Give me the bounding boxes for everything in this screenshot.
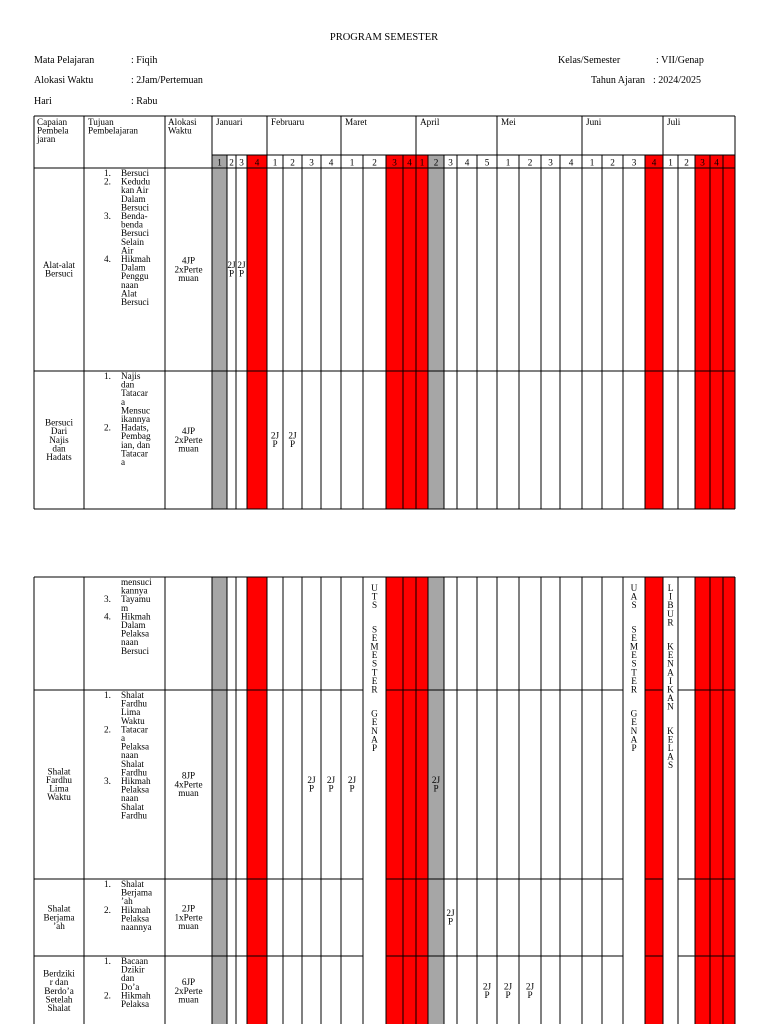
schedule-mark: P xyxy=(238,268,245,279)
vertical-label-char: K xyxy=(667,725,674,736)
tujuan-text: Bersuci xyxy=(121,168,150,178)
header-week-number: 2 xyxy=(372,157,377,168)
vertical-label-char: R xyxy=(667,617,674,628)
tujuan-text: Berjama xyxy=(121,887,153,898)
vertical-label-char: N xyxy=(630,725,638,736)
tujuan-text: Fardhu xyxy=(121,767,148,778)
tujuan-text: a xyxy=(121,733,126,743)
header-week-number: 2 xyxy=(527,157,533,168)
header-week-number: 3 xyxy=(392,157,397,168)
tujuan-number: 1. xyxy=(104,371,111,381)
vertical-label-char: S xyxy=(631,624,637,635)
tujuan-text: a xyxy=(121,396,126,407)
vertical-label-char: T xyxy=(631,667,637,678)
schedule-mark: P xyxy=(527,990,533,1001)
tujuan-text: Tayamu xyxy=(121,594,151,605)
vertical-label-char: S xyxy=(371,600,378,611)
capaian-text: Hadats xyxy=(46,452,72,462)
header-capaian: jaran xyxy=(37,134,56,145)
header-week-number: 4 xyxy=(407,157,412,168)
header-week-number: 2 xyxy=(433,157,439,168)
capaian-text: Setelah xyxy=(45,994,73,1005)
tujuan-text: naannya xyxy=(121,922,152,932)
schedule-mark: P xyxy=(349,783,355,794)
vertical-label-char: B xyxy=(667,600,674,611)
tujuan-text: Do’a xyxy=(121,981,140,992)
capaian-text: Berdziki xyxy=(43,968,75,979)
tujuan-text: Hikmah xyxy=(121,990,151,1001)
capaian-text: Najis xyxy=(49,434,69,445)
tujuan-text: mensuci xyxy=(121,577,152,587)
header-month: April xyxy=(420,117,440,127)
schedule-mark: 2J xyxy=(347,775,357,785)
vertical-label-char: L xyxy=(667,583,674,593)
header-week-number: 3 xyxy=(239,157,244,168)
tujuan-text: naan xyxy=(121,637,139,648)
header-week-number: 1 xyxy=(589,157,595,168)
tujuan-number: 2. xyxy=(104,990,111,1001)
tujuan-text: ’ah xyxy=(121,896,133,907)
header-month: Juli xyxy=(667,117,681,127)
capaian-text: Alat-alat xyxy=(42,260,76,270)
tujuan-number: 1. xyxy=(104,879,111,889)
holiday-week-cell xyxy=(710,577,723,1024)
vertical-label-char: T xyxy=(371,591,378,602)
holiday-week-cell xyxy=(723,577,735,1024)
tujuan-text: a xyxy=(121,457,126,467)
holiday-week-cell xyxy=(645,577,663,1024)
tujuan-text: kan Air xyxy=(121,185,149,196)
header-week-number: 4 xyxy=(464,157,470,168)
hari-value: : Rabu xyxy=(131,96,158,107)
tujuan-number: 3. xyxy=(104,776,111,786)
tujuan-text: ikannya xyxy=(121,414,151,424)
vertical-label-char: U xyxy=(630,583,638,593)
tujuan-text: Najis xyxy=(121,371,141,381)
vertical-label-char: E xyxy=(371,632,378,643)
vertical-label-char: R xyxy=(630,684,638,695)
holiday-week-cell xyxy=(645,155,663,509)
header-tujuan: Tujuan xyxy=(88,117,114,127)
schedule-mark: P xyxy=(308,783,315,794)
holiday-week-cell xyxy=(247,155,267,509)
header-week-number: 3 xyxy=(700,157,705,168)
hari-label: Hari xyxy=(34,96,52,107)
alokasi-text: muan xyxy=(178,920,199,931)
vertical-label-char: R xyxy=(371,684,378,695)
capaian-text: Dari xyxy=(50,426,68,437)
tujuan-number: 4. xyxy=(104,611,111,622)
tujuan-text: dan xyxy=(121,379,135,390)
tujuan-text: Pelaksa xyxy=(121,913,150,924)
header-week-number: 2 xyxy=(684,157,689,168)
alokasi-text: muan xyxy=(178,787,199,798)
tujuan-text: Shalat xyxy=(121,879,144,889)
schedule-mark: 2J xyxy=(482,981,492,992)
header-week-number: 4 xyxy=(328,157,334,168)
header-week-number: 4 xyxy=(254,157,260,168)
tujuan-text: Bersuci xyxy=(121,228,150,239)
table-page-2 xyxy=(34,577,735,1024)
schedule-mark: 2J xyxy=(227,260,236,270)
capaian-text: Lima xyxy=(49,783,69,794)
vertical-label-char: A xyxy=(667,693,674,704)
vertical-label-char: N xyxy=(371,725,378,736)
vertical-label-char: S xyxy=(667,760,674,771)
tujuan-text: Alat xyxy=(121,288,137,299)
header-alokasi: Alokasi xyxy=(168,117,197,127)
table-page-1 xyxy=(34,116,735,509)
schedule-mark: P xyxy=(505,990,511,1001)
kelas-value: : VII/Genap xyxy=(656,55,704,66)
tujuan-text: Tatacar xyxy=(121,724,148,735)
schedule-mark: 2J xyxy=(446,908,455,918)
vertical-label-char: K xyxy=(667,684,674,695)
header-week-number: 4 xyxy=(651,157,657,168)
header-week-number: 3 xyxy=(631,157,637,168)
capaian-text: dan xyxy=(52,443,66,454)
vertical-label-char: E xyxy=(371,675,378,686)
vertical-label-char: E xyxy=(631,632,637,643)
tujuan-text: Shalat xyxy=(121,758,144,769)
vertical-label-char: P xyxy=(371,742,378,753)
vertical-label-char: I xyxy=(668,675,673,686)
alokasi-text: 2xPerte xyxy=(174,264,203,275)
holiday-week-cell xyxy=(386,155,403,509)
tujuan-text: Tatacar xyxy=(121,388,148,399)
tahun-label: Tahun Ajaran xyxy=(591,75,646,86)
header-week-number: 1 xyxy=(349,157,355,168)
holiday-week-cell xyxy=(247,577,267,1024)
tujuan-text: Pelaksa xyxy=(121,741,150,752)
holiday-week-cell xyxy=(403,577,416,1024)
vertical-label-char: E xyxy=(631,675,637,686)
alokasi-value: : 2Jam/Pertemuan xyxy=(131,75,203,86)
capaian-text: Fardhu xyxy=(45,775,73,785)
vertical-label-char: U xyxy=(371,583,378,593)
tujuan-text: Bersuci xyxy=(121,202,150,213)
tujuan-text: naan xyxy=(121,279,139,290)
vertical-label-char: N xyxy=(667,701,674,712)
holiday-week-cell xyxy=(695,155,710,509)
tujuan-text: Air xyxy=(121,245,134,256)
tujuan-text: Hikmah xyxy=(121,904,151,915)
tujuan-text: Shalat xyxy=(121,801,144,812)
vertical-label-char: E xyxy=(371,650,378,661)
capaian-text: ’ah xyxy=(53,920,65,931)
blocked-week-cell xyxy=(212,155,227,509)
schedule-mark: P xyxy=(272,439,278,450)
tujuan-text: Dalam xyxy=(121,620,146,630)
blocked-week-cell xyxy=(428,155,444,509)
vertical-label-char: A xyxy=(667,751,674,762)
tujuan-text: Pembag xyxy=(121,431,151,442)
capaian-text: r dan xyxy=(49,977,69,988)
blocked-week-cell xyxy=(212,577,227,1024)
capaian-text: Shalat xyxy=(47,1003,71,1013)
capaian-text: Waktu xyxy=(47,792,71,803)
blocked-week-cell xyxy=(428,577,444,1024)
vertical-label-char: A xyxy=(630,591,638,602)
tujuan-number: 4. xyxy=(104,254,111,264)
mapel-value: : Fiqih xyxy=(131,55,158,66)
tujuan-number: 3. xyxy=(104,211,111,221)
header-week-number: 1 xyxy=(668,157,673,168)
schedule-mark: P xyxy=(289,439,296,450)
header-week-number: 2 xyxy=(229,157,234,168)
holiday-week-cell xyxy=(710,155,723,509)
header-week-number: 5 xyxy=(484,157,490,168)
alokasi-text: muan xyxy=(178,272,199,283)
vertical-label-char: S xyxy=(371,624,378,635)
tujuan-text: Dzikir xyxy=(121,964,145,975)
tujuan-text: Bersuci xyxy=(121,645,150,656)
schedule-mark: 2J xyxy=(525,981,535,992)
tujuan-text: Tatacar xyxy=(121,448,148,459)
vertical-label-char: A xyxy=(667,667,674,678)
alokasi-text: 2JP xyxy=(181,903,196,914)
alokasi-text: 4JP xyxy=(181,255,196,266)
tujuan-text: Hikmah xyxy=(121,611,151,622)
tujuan-text: Fardhu xyxy=(121,698,148,709)
schedule-mark: P xyxy=(484,990,490,1001)
capaian-text: Berjama xyxy=(43,912,75,923)
header-month: Januari xyxy=(216,117,243,127)
header-week-number: 2 xyxy=(610,157,615,168)
vertical-label-char: S xyxy=(371,658,378,669)
holiday-week-cell xyxy=(695,577,710,1024)
header-month: Juni xyxy=(586,117,602,127)
tujuan-number: 1. xyxy=(104,168,111,178)
tujuan-text: naan xyxy=(121,793,139,804)
kelas-label: Kelas/Semester xyxy=(558,55,621,66)
vertical-label-char: S xyxy=(631,658,637,669)
capaian-text: Shalat xyxy=(47,766,71,777)
tujuan-text: Benda- xyxy=(121,211,148,221)
tujuan-text: Penggu xyxy=(121,271,149,282)
header-week-number: 1 xyxy=(419,157,425,168)
schedule-mark: P xyxy=(228,268,235,279)
schedule-mark: 2J xyxy=(431,775,441,785)
tujuan-number: 2. xyxy=(104,904,111,915)
header-month: Mei xyxy=(501,117,516,127)
tujuan-number: 1. xyxy=(104,690,111,700)
tujuan-text: Bacaan xyxy=(121,956,149,966)
tujuan-text: ian, dan xyxy=(121,439,151,450)
vertical-label-char: G xyxy=(371,708,378,719)
schedule-mark: 2J xyxy=(307,775,316,785)
tujuan-number: 2. xyxy=(104,422,111,433)
vertical-label-char: E xyxy=(631,717,637,728)
vertical-label-char: N xyxy=(667,658,674,669)
alokasi-text: 2xPerte xyxy=(174,434,203,445)
tujuan-text: m xyxy=(121,602,129,613)
vertical-label-char: L xyxy=(667,742,674,753)
tujuan-text: Lima xyxy=(121,707,141,718)
alokasi-text: 1xPerte xyxy=(174,912,203,923)
tujuan-number: 3. xyxy=(104,594,111,605)
header-week-number: 3 xyxy=(548,157,553,168)
schedule-mark: 2J xyxy=(270,430,280,441)
capaian-text: Berdo’a xyxy=(44,985,74,996)
alokasi-text: muan xyxy=(178,994,199,1005)
tujuan-number: 2. xyxy=(104,724,111,735)
header-alokasi: Waktu xyxy=(168,125,192,136)
tujuan-text: benda xyxy=(121,219,143,230)
holiday-week-cell xyxy=(386,577,403,1024)
tujuan-text: Dalam xyxy=(121,262,146,273)
tujuan-number: 1. xyxy=(104,956,111,966)
vertical-label-char: E xyxy=(371,717,378,728)
header-capaian: Pembela xyxy=(37,125,69,136)
page-title: PROGRAM SEMESTER xyxy=(329,32,439,43)
header-week-number: 1 xyxy=(505,157,511,168)
tujuan-text: Mensuc xyxy=(121,405,151,416)
capaian-text: Shalat xyxy=(47,903,71,914)
tujuan-text: Dalam xyxy=(121,193,146,204)
schedule-mark: P xyxy=(433,783,439,794)
tujuan-text: Hadats, xyxy=(121,422,149,433)
holiday-week-cell xyxy=(416,155,428,509)
header-capaian: Capaian xyxy=(37,117,68,127)
alokasi-label: Alokasi Waktu xyxy=(34,75,94,86)
vertical-label-char: E xyxy=(631,650,637,661)
tujuan-text: Shalat xyxy=(121,690,144,700)
alokasi-text: 6JP xyxy=(181,977,196,988)
holiday-week-cell xyxy=(723,155,735,509)
header-month: Februaru xyxy=(271,117,305,127)
tujuan-text: Pelaksa xyxy=(121,999,150,1009)
tujuan-text: Waktu xyxy=(121,715,145,726)
vertical-label-char: M xyxy=(370,641,379,652)
mapel-label: Mata Pelajaran xyxy=(34,55,95,66)
vertical-label-char: A xyxy=(371,734,378,745)
schedule-mark: 2J xyxy=(503,981,513,992)
header-month: Maret xyxy=(345,117,367,127)
header-week-number: 1 xyxy=(272,157,278,168)
tujuan-text: dan xyxy=(121,973,135,984)
header-week-number: 2 xyxy=(290,157,295,168)
tujuan-text: kannya xyxy=(121,585,148,596)
alokasi-text: 4xPerte xyxy=(174,779,203,790)
tujuan-text: Hikmah xyxy=(121,776,151,786)
tujuan-text: Selain xyxy=(121,236,144,247)
tujuan-text: Bersuci xyxy=(121,297,150,307)
alokasi-text: 4JP xyxy=(181,426,196,437)
schedule-mark: 2J xyxy=(288,430,297,441)
header-week-number: 4 xyxy=(568,157,574,168)
vertical-label-char: U xyxy=(667,608,674,619)
tujuan-text: Kedudu xyxy=(121,176,151,187)
vertical-label-char: T xyxy=(371,667,378,678)
holiday-week-cell xyxy=(416,577,428,1024)
vertical-label-char: E xyxy=(667,734,674,745)
tujuan-text: Pelaksa xyxy=(121,628,150,639)
schedule-mark: P xyxy=(447,916,454,927)
vertical-label-char: M xyxy=(629,641,639,652)
schedule-mark: P xyxy=(328,783,334,794)
vertical-label-char: K xyxy=(667,641,674,652)
header-tujuan: Pembelajaran xyxy=(88,125,138,136)
vertical-label-char: I xyxy=(668,591,673,602)
vertical-label-char: E xyxy=(667,650,674,661)
alokasi-text: muan xyxy=(178,443,199,454)
tujuan-text: Fardhu xyxy=(121,810,148,821)
header-week-number: 3 xyxy=(309,157,314,168)
schedule-mark: 2J xyxy=(326,775,336,785)
vertical-label-char: S xyxy=(631,600,637,611)
header-week-number: 4 xyxy=(714,157,719,168)
vertical-label-char: P xyxy=(631,742,637,753)
tujuan-text: Pelaksa xyxy=(121,784,150,795)
vertical-label-char: G xyxy=(630,708,638,719)
tujuan-number: 2. xyxy=(104,176,111,187)
alokasi-text: 8JP xyxy=(181,770,196,781)
capaian-text: Bersuci xyxy=(44,417,74,428)
tujuan-text: Hikmah xyxy=(121,254,151,264)
header-week-number: 3 xyxy=(448,157,453,168)
holiday-week-cell xyxy=(403,155,416,509)
capaian-text: Bersuci xyxy=(44,268,74,279)
vertical-label-char: A xyxy=(630,734,638,745)
schedule-mark: 2J xyxy=(237,260,246,270)
alokasi-text: 2xPerte xyxy=(174,985,203,996)
header-week-number: 1 xyxy=(217,157,222,168)
tahun-value: : 2024/2025 xyxy=(653,75,702,86)
tujuan-text: naan xyxy=(121,750,139,761)
